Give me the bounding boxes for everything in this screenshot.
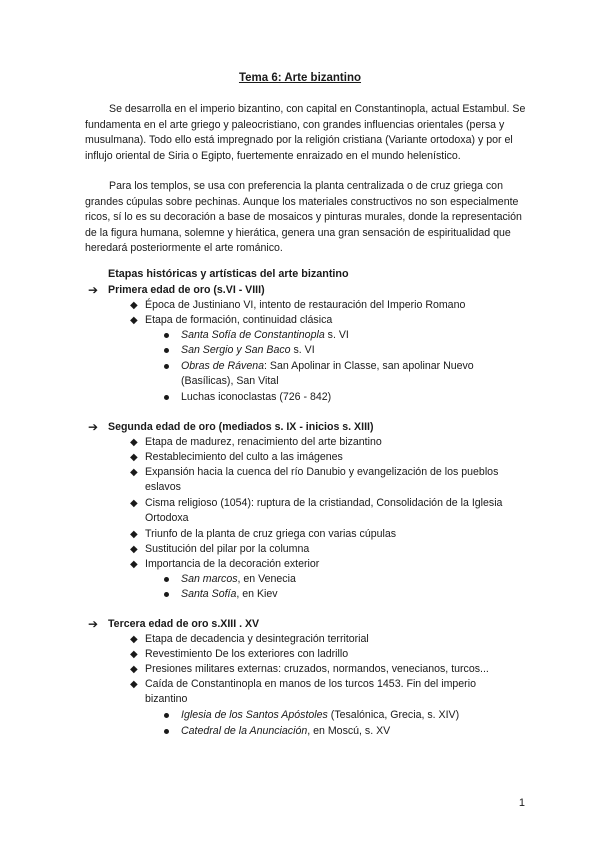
diamond-bullet-icon: ◆ xyxy=(130,649,138,660)
dot-bullet-icon xyxy=(164,395,169,400)
stage-1-bullet-1: Época de Justiniano VI, intento de restauración del Imperio Romano xyxy=(145,299,466,311)
stage-3-heading: Tercera edad de oro s.XIII . XV xyxy=(108,618,260,630)
dot-bullet-icon xyxy=(164,577,169,582)
dot-bullet-icon xyxy=(164,729,169,734)
stage-2-bullet-5: Triunfo de la planta de cruz griega con varias cúpulas xyxy=(145,528,397,540)
stage-2-bullet-3-cont: eslavos xyxy=(145,481,181,493)
stage-3-bullet-4: Caída de Constantinopla en manos de los turcos 1453. Fin del imperio xyxy=(145,678,476,690)
diamond-bullet-icon: ◆ xyxy=(130,529,138,540)
stage-2-bullet-1: Etapa de madurez, renacimiento del arte bizantino xyxy=(145,436,382,448)
dot-bullet-icon xyxy=(164,592,169,597)
stage-3-bullet-4-cont: bizantino xyxy=(145,693,188,705)
diamond-bullet-icon: ◆ xyxy=(130,437,138,448)
diamond-bullet-icon: ◆ xyxy=(130,300,138,311)
stage-2-sub-1: San marcos, en Venecia xyxy=(181,573,296,585)
stage-2-bullet-4: Cisma religioso (1054): ruptura de la cristiandad, Consolidación de la Iglesia xyxy=(145,497,503,509)
dot-bullet-icon xyxy=(164,348,169,353)
stage-2-heading: Segunda edad de oro (mediados s. IX - inicios s. XIII) xyxy=(108,421,374,433)
diamond-bullet-icon: ◆ xyxy=(130,544,138,555)
stage-1-sub-3: Obras de Rávena: San Apolinar in Classe, san apolinar Nuevo xyxy=(181,360,474,372)
stage-2-bullet-6: Sustitución del pilar por la columna xyxy=(145,543,310,555)
stage-3-bullet-2: Revestimiento De los exteriores con ladrillo xyxy=(145,648,349,660)
arrow-icon: ➔ xyxy=(88,617,99,631)
diamond-bullet-icon: ◆ xyxy=(130,679,138,690)
stage-2-bullet-4-cont: Ortodoxa xyxy=(145,512,189,524)
diamond-bullet-icon: ◆ xyxy=(130,452,138,463)
diamond-bullet-icon: ◆ xyxy=(130,498,138,509)
intro-paragraph: Se desarrolla en el imperio bizantino, con capital en Constantinopla, actual Estambul. Se fundamenta en el arte griego y paleocristiano, con grandes influencias orientales (persa y musulmana). Todo ello está impregnado por la religión cristiana (Variante ortodoxa) y por el influjo oriental de Siria o Egipto, fuertemente enraizado en el mundo helenístico. xyxy=(85,103,526,162)
diamond-bullet-icon: ◆ xyxy=(130,559,138,570)
stage-2-bullet-7: Importancia de la decoración exterior xyxy=(145,558,320,570)
stage-1-bullet-2: Etapa de formación, continuidad clásica xyxy=(145,314,333,326)
diamond-bullet-icon: ◆ xyxy=(130,634,138,645)
arrow-icon: ➔ xyxy=(88,420,99,434)
section-heading: Etapas históricas y artísticas del arte bizantino xyxy=(108,268,349,280)
temples-paragraph: Para los templos, se usa con preferencia la planta centralizada o de cruz griega con grandes cúpulas sobre pechinas. Aunque los materiales constructivos no son especialmente ricos, sí lo es su decoración a base de mosaicos y pinturas murales, donde la representación de la figura humana, solemne y hierática, genera una gran sensación de espiritualidad que heredará posteriormente el arte románico. xyxy=(85,180,522,254)
dot-bullet-icon xyxy=(164,333,169,338)
dot-bullet-icon xyxy=(164,713,169,718)
stage-1-sub-1: Santa Sofía de Constantinopla s. VI xyxy=(181,329,349,341)
stage-1-sub-3-cont: (Basílicas), San Vital xyxy=(181,375,279,387)
stage-3-bullet-3: Presiones militares externas: cruzados, normandos, venecianos, turcos... xyxy=(145,663,489,675)
page-number: 1 xyxy=(518,797,525,809)
arrow-icon: ➔ xyxy=(88,283,99,297)
dot-bullet-icon xyxy=(164,364,169,369)
stage-1-sub-2: San Sergio y San Baco s. VI xyxy=(181,344,315,356)
diamond-bullet-icon: ◆ xyxy=(130,664,138,675)
stage-1-sub-4: Luchas iconoclastas (726 - 842) xyxy=(181,391,332,403)
diamond-bullet-icon: ◆ xyxy=(130,467,138,478)
stage-2-bullet-3: Expansión hacia la cuenca del río Danubio y evangelización de los pueblos xyxy=(145,466,499,478)
stage-2-bullet-2: Restablecimiento del culto a las imágenes xyxy=(145,451,343,463)
stage-3-sub-1: Iglesia de los Santos Apóstoles (Tesalónica, Grecia, s. XIV) xyxy=(181,709,460,721)
diamond-bullet-icon: ◆ xyxy=(130,315,138,326)
stage-3-sub-2: Catedral de la Anunciación, en Moscú, s. XV xyxy=(181,725,391,737)
stage-1-heading: Primera edad de oro (s.VI - VIII) xyxy=(108,284,265,296)
page-title: Tema 6: Arte bizantino xyxy=(238,72,362,84)
stage-3-bullet-1: Etapa de decadencia y desintegración territorial xyxy=(145,633,369,645)
stage-2-sub-2: Santa Sofía, en Kiev xyxy=(181,588,278,600)
